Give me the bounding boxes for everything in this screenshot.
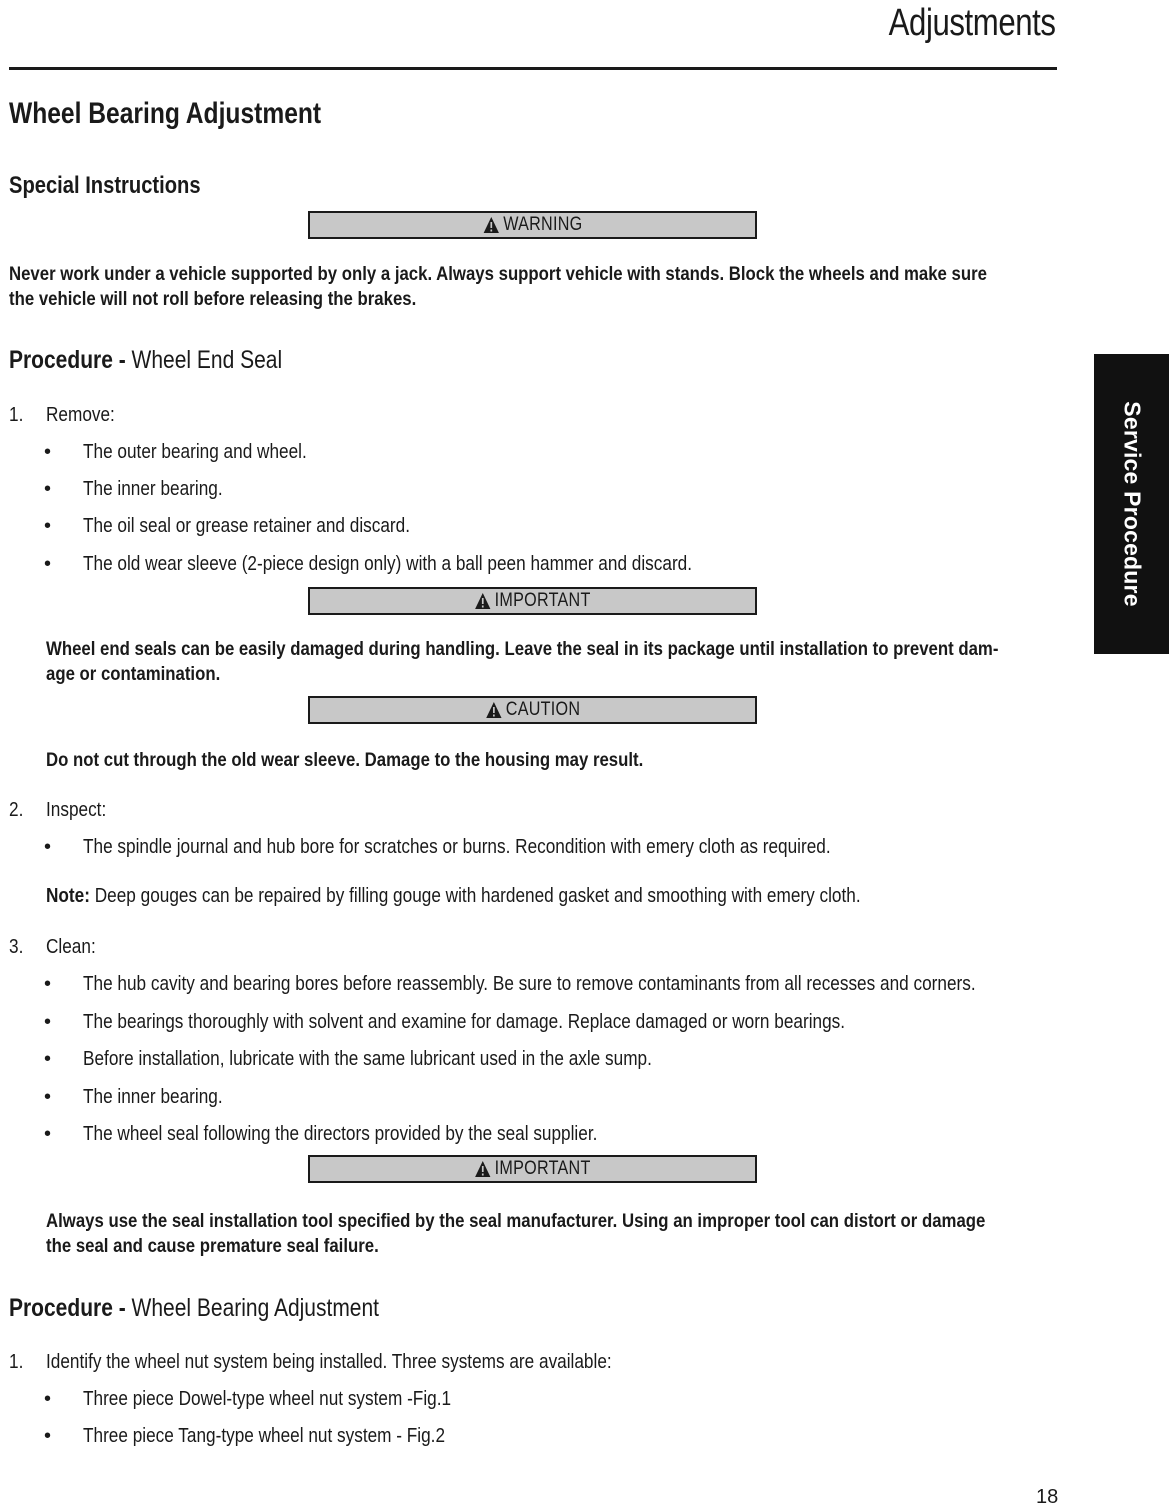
side-tab-label: Service Procedure: [1119, 401, 1145, 607]
procedure-subtitle: Wheel End Seal: [131, 346, 283, 374]
bullet: •: [44, 553, 52, 575]
important-text-line-1: Wheel end seals can be easily damaged during handling. Leave the seal in its package until installation to prevent dam-: [46, 638, 999, 660]
side-tab: [1094, 354, 1169, 654]
important-callout: [308, 1155, 757, 1183]
list-item: The wheel seal following the directors provided by the seal supplier.: [83, 1123, 598, 1145]
note-label: Note:: [46, 885, 90, 907]
step-number: 1.: [9, 404, 24, 426]
step-label: Inspect:: [46, 799, 107, 821]
procedure-label: Procedure -: [9, 1294, 132, 1322]
important-text-line-1: Always use the seal installation tool specified by the seal manufacturer. Using an improper tool can distort or damage: [46, 1210, 986, 1232]
bullet: •: [44, 1123, 52, 1145]
caution-callout: [308, 696, 757, 724]
procedure-subtitle: Wheel Bearing Adjustment: [131, 1294, 380, 1322]
bullet: •: [44, 1425, 52, 1447]
step-number: 2.: [9, 799, 24, 821]
important-label: IMPORTANT: [494, 590, 591, 611]
caution-text: Do not cut through the old wear sleeve. Damage to the housing may result.: [46, 749, 644, 771]
warning-label: WARNING: [503, 214, 583, 235]
bullet: •: [44, 1048, 52, 1070]
procedure-wheel-end-seal-heading: [9, 346, 282, 375]
list-item: The outer bearing and wheel.: [83, 441, 307, 463]
header-divider: [9, 67, 1057, 70]
bullet: •: [44, 478, 52, 500]
page-header-title: Adjustments: [889, 2, 1056, 44]
warning-triangle-icon: [474, 592, 491, 610]
list-item: The inner bearing.: [83, 1086, 223, 1108]
list-item: The old wear sleeve (2-piece design only) with a ball peen hammer and discard.: [83, 553, 693, 575]
list-item: Three piece Dowel-type wheel nut system -Fig.1: [83, 1388, 452, 1410]
bullet: •: [44, 836, 52, 858]
important-callout: [308, 587, 757, 615]
warning-triangle-icon: [483, 216, 500, 234]
bullet: •: [44, 1086, 52, 1108]
step-label: Clean:: [46, 936, 96, 958]
list-item: The oil seal or grease retainer and discard.: [83, 515, 410, 537]
page-title: Wheel Bearing Adjustment: [9, 97, 322, 130]
special-instructions-heading: Special Instructions: [9, 172, 201, 199]
important-text-line-2: age or contamination.: [46, 663, 221, 685]
step-label: Remove:: [46, 404, 115, 426]
list-item: Three piece Tang-type wheel nut system - Fig.2: [83, 1425, 446, 1447]
bullet: •: [44, 973, 52, 995]
bullet: •: [44, 1011, 52, 1033]
warning-callout: [308, 211, 757, 239]
warning-triangle-icon: [485, 701, 502, 719]
step-number: 1.: [9, 1351, 24, 1373]
note: [46, 885, 861, 908]
important-text-line-2: the seal and cause premature seal failure.: [46, 1235, 379, 1257]
list-item: The inner bearing.: [83, 478, 223, 500]
procedure-wheel-bearing-adjustment-heading: [9, 1294, 379, 1323]
note-text: Deep gouges can be repaired by filling gouge with hardened gasket and smoothing with emery cloth.: [89, 885, 861, 907]
list-item: The hub cavity and bearing bores before reassembly. Be sure to remove contaminants from all recesses and corners.: [83, 973, 976, 995]
warning-text-line-2: the vehicle will not roll before releasing the brakes.: [9, 288, 417, 310]
warning-text-line-1: Never work under a vehicle supported by only a jack. Always support vehicle with stands. Block the wheels and make sure: [9, 263, 987, 285]
list-item: The bearings thoroughly with solvent and examine for damage. Replace damaged or worn bearings.: [83, 1011, 846, 1033]
step-label: Identify the wheel nut system being installed. Three systems are available:: [46, 1351, 612, 1373]
important-label: IMPORTANT: [494, 1158, 591, 1179]
list-item: The spindle journal and hub bore for scratches or burns. Recondition with emery cloth as required.: [83, 836, 831, 858]
list-item: Before installation, lubricate with the same lubricant used in the axle sump.: [83, 1048, 652, 1070]
warning-triangle-icon: [474, 1160, 491, 1178]
bullet: •: [44, 1388, 52, 1410]
page-number: 18: [1036, 1486, 1059, 1508]
bullet: •: [44, 515, 52, 537]
procedure-label: Procedure -: [9, 346, 132, 374]
bullet: •: [44, 441, 52, 463]
caution-label: CAUTION: [505, 699, 580, 720]
step-number: 3.: [9, 936, 24, 958]
